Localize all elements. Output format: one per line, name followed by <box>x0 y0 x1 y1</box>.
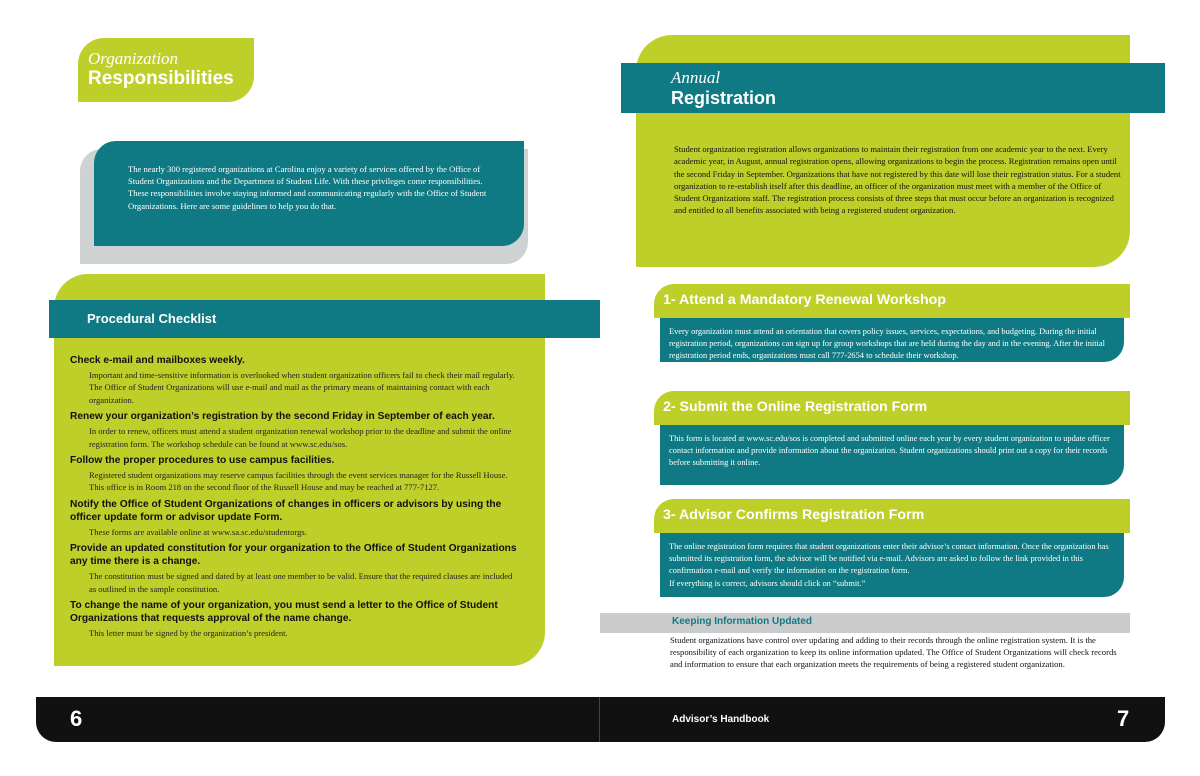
page-number-right: 7 <box>1117 706 1130 731</box>
annual-registration-intro: Student organization registration allows organizations to maintain their registration from one academic year to the next. Every academic year, in August, annual registration opens, allowing organizations to begin the process. Registration remains open until the second Friday in September. Organizations that have not registered by this date will lose their registration status. For a student organization to re-establish itself after this deadline, an officer of the organization must meet with a member of the Office of Student Organizations staff. The registration process consists of three steps that must occur before an organization is recognized and entitled to all benefits associated with being a registered student organization. <box>674 144 1121 216</box>
checklist-item-title: To change the name of your organization, you must send a letter to the Office of Student Organizations that requests approval of the name change. <box>70 600 498 625</box>
step-1-heading: 1- Attend a Mandatory Renewal Workshop <box>654 284 1130 318</box>
left-page-title <box>78 38 254 102</box>
step-3-body <box>660 523 1124 597</box>
footer-bar <box>36 697 1165 742</box>
left-intro-box <box>94 141 524 246</box>
step-3-body-text: The online registration form requires that student organizations enter their advisor’s contact information. Once the organization has submitted its registration form, the advisor will be notified via e-mail. Advisors are asked to follow the link provided in this confirmation e-mail and verify the information on the registration form. <box>669 542 1109 576</box>
checklist-item <box>70 498 520 538</box>
checklist-items <box>70 350 520 639</box>
step-1-body: Every organization must attend an orientation that covers policy issues, services, expectations, and budgeting. During the initial registration period, organizations can sign up for group workshops that are held during the day and in the evening. After the initial registration period ends, organizations must call 777-2654 to schedule their workshop. <box>660 308 1124 362</box>
checklist-item-body: Important and time-sensitive information is overlooked when student organization officers fail to check their mail regularly. The Office of Student Organizations will use e-mail and mail as the primary means of maintaining contact with each organization. <box>89 370 515 405</box>
footer-title: Advisor’s Handbook <box>672 714 770 725</box>
right-page-title <box>621 63 1165 113</box>
checklist-item-body: This letter must be signed by the organization’s president. <box>89 628 288 639</box>
checklist-heading: Procedural Checklist <box>87 311 217 326</box>
step-3-heading: 3- Advisor Confirms Registration Form <box>654 499 1130 533</box>
checklist-item <box>70 354 520 406</box>
checklist-header <box>49 300 600 338</box>
step-2-heading: 2- Submit the Online Registration Form <box>654 391 1130 425</box>
checklist-item-body: Registered student organizations may reserve campus facilities through the event services manager for the Russell House. This office is in Room 218 on the second floor of the Russell House and may be reached at 777-7127. <box>89 470 508 493</box>
checklist-item-title: Provide an updated constitution for your organization to the Office of Student Organizations any time there is a change. <box>70 543 517 568</box>
checklist-item-body: The constitution must be signed and dated by at least one member to be valid. Ensure that the required clauses are included as outlined in the sample constitution. <box>89 571 513 594</box>
right-title-line2: Registration <box>671 88 777 108</box>
checklist-item-title: Check e-mail and mailboxes weekly. <box>70 355 245 366</box>
checklist-item <box>70 542 520 595</box>
checklist-item <box>70 454 520 494</box>
keeping-info-body: Student organizations have control over updating and adding to their records through the online registration system. It is the responsibility of each organization to keep its online information updated. The Office of Student Organizations will check records and information to ensure that each organization meets the requirements of being a registered student organization. <box>670 635 1117 670</box>
step-2-body: This form is located at www.sc.edu/sos is completed and submitted online each year by every student organization to update officer contact information and provide information about the organization. Student organizations should print out a copy for their records before submitting it online. <box>660 415 1124 485</box>
keeping-info-heading: Keeping Information Updated <box>600 613 1130 633</box>
checklist-item <box>70 410 520 450</box>
left-intro-text: The nearly 300 registered organizations at Carolina enjoy a variety of services offered by the Office of Student Organizations and the Department of Student Life. With these privileges come responsibilities. These responsibilities involve staying informed and communicating regularly with the Office of Student Organizations. Here are some guidelines to help you do that. <box>128 164 487 211</box>
checklist-item-title: Renew your organization’s registration by the second Friday in September of each year. <box>70 411 495 423</box>
checklist-item-title: Notify the Office of Student Organizations of changes in officers or advisors by using the officer update form or advisor update Form. <box>70 498 502 523</box>
left-title-line1: Organization <box>88 49 179 68</box>
footer-divider <box>599 697 600 742</box>
checklist-item <box>70 599 520 639</box>
right-title-line1: Annual <box>671 68 721 87</box>
step-3-body-text-2: If everything is correct, advisors should click on “submit.” <box>669 578 866 588</box>
page-number-left: 6 <box>70 706 83 731</box>
checklist-item-body: In order to renew, officers must attend a student organization renewal workshop prior to the deadline and submit the online registration form. The workshop schedule can be found at www.sc.edu/sos. <box>89 426 512 449</box>
left-title-line2: Responsibilities <box>88 68 234 89</box>
checklist-item-body: These forms are available online at www.sa.sc.edu/studentorgs. <box>89 526 307 537</box>
checklist-item-title: Follow the proper procedures to use campus facilities. <box>70 455 335 467</box>
